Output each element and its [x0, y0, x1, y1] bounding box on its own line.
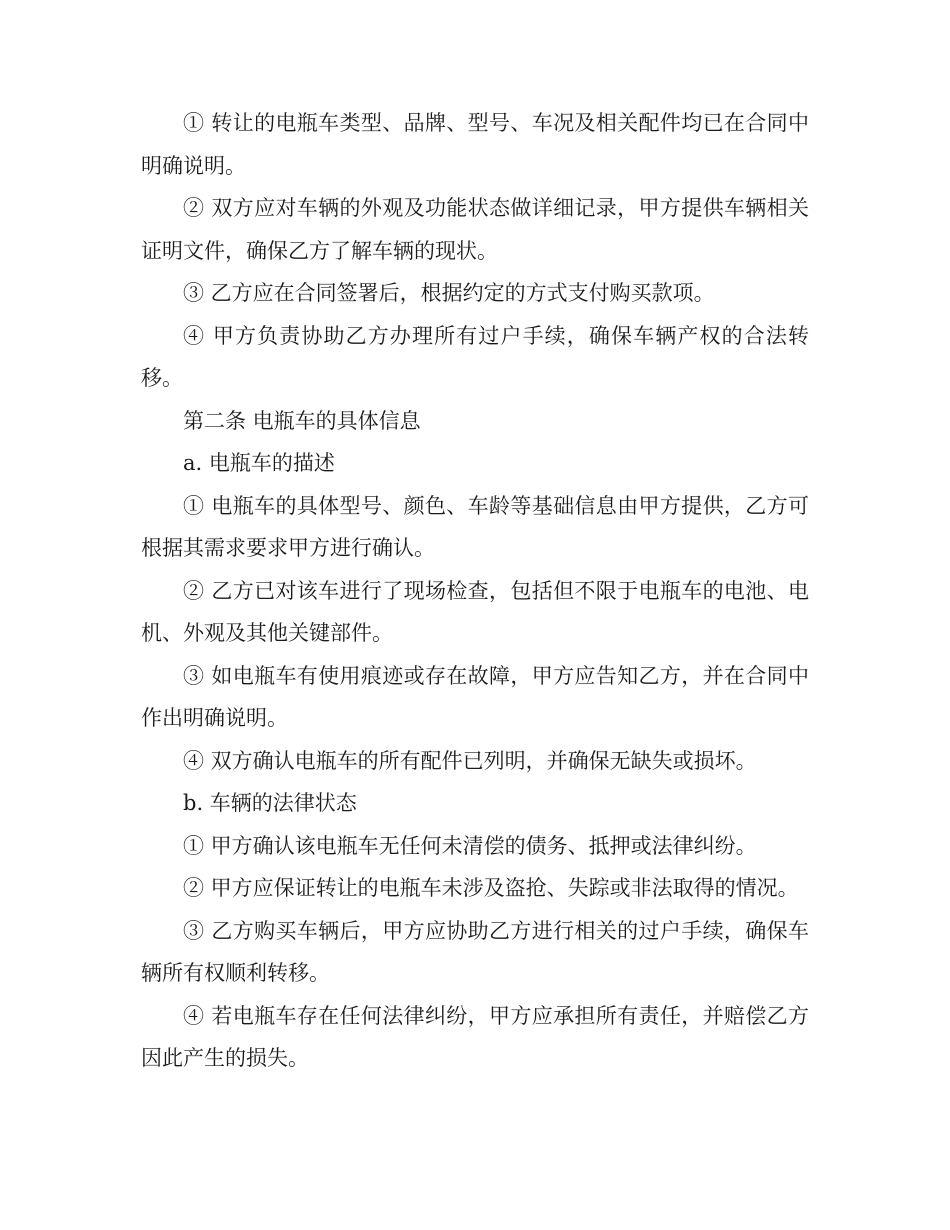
section-a-item-1: ① 电瓶车的具体型号、颜色、车龄等基础信息由甲方提供，乙方可根据其需求要求甲方进行确认。: [141, 493, 809, 560]
section-a-item-4: ④ 双方确认电瓶车的所有配件已列明，并确保无缺失或损坏。: [183, 748, 757, 773]
clause-1-item-1: ① 转让的电瓶车类型、品牌、型号、车况及相关配件均已在合同中明确说明。: [141, 111, 809, 178]
section-b-item-4: ④ 若电瓶车存在任何法律纠纷，甲方应承担所有责任，并赔偿乙方因此产生的损失。: [141, 1003, 809, 1070]
section-b-heading: b. 车辆的法律状态: [183, 791, 357, 815]
clause-1-item-4: ④ 甲方负责协助乙方办理所有过户手续，确保车辆产权的合法转移。: [141, 323, 809, 390]
section-a-item-3: ③ 如电瓶车有使用痕迹或存在故障，甲方应告知乙方，并在合同中作出明确说明。: [141, 663, 809, 730]
section-b-item-3: ③ 乙方购买车辆后，甲方应协助乙方进行相关的过户手续，确保车辆所有权顺利转移。: [141, 918, 809, 985]
section-b-item-1: ① 甲方确认该电瓶车无任何未清偿的债务、抵押或法律纠纷。: [183, 833, 757, 858]
document-body: [141, 102, 809, 1080]
clause-1-item-2: ② 双方应对车辆的外观及功能状态做详细记录，甲方提供车辆相关证明文件，确保乙方了解车辆的现状。: [141, 196, 809, 263]
clause-1-item-3: ③ 乙方应在合同签署后，根据约定的方式支付购买款项。: [183, 281, 715, 305]
section-a-item-2: ② 乙方已对该车进行了现场检查，包括但不限于电瓶车的电池、电机、外观及其他关键部件。: [141, 578, 809, 645]
article-2-heading: 第二条 电瓶车的具体信息: [183, 408, 421, 433]
section-a-heading: a. 电瓶车的描述: [183, 451, 335, 475]
section-b-item-2: ② 甲方应保证转让的电瓶车未涉及盗抢、失踪或非法取得的情况。: [183, 876, 799, 900]
